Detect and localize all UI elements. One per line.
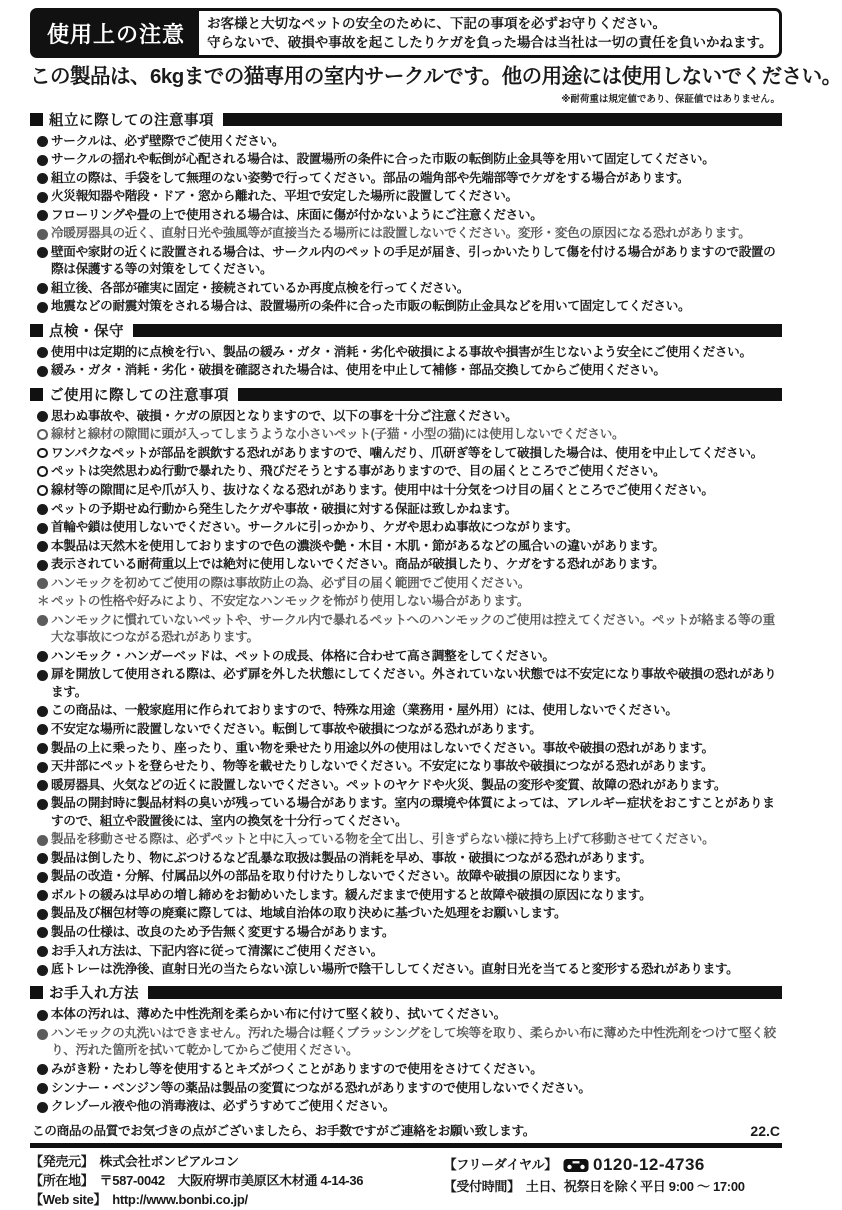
item-text: 冷暖房器具の近く、直射日光や強風等が直接当たる場所には設置しないでください。変形・変色の原因になる恐れがあります。	[51, 226, 751, 241]
list-item	[37, 225, 782, 242]
list-item	[37, 1061, 782, 1078]
bullet-cell	[37, 758, 51, 773]
item-text: 製品及び梱包材等の廃棄に際しては、地域自治体の取り決めに基づいた処理をお願いします。	[51, 906, 567, 921]
section	[30, 384, 782, 979]
footer-contact-column	[444, 1153, 782, 1210]
bullet-icon	[37, 799, 48, 810]
bullet-icon	[37, 366, 48, 377]
item-text: 線材等の隙間に足や爪が入り、抜けなくなる恐れがあります。使用中は十分気をつけ目の届くところでご使用ください。	[51, 483, 714, 498]
bullet-icon	[37, 890, 48, 901]
bullet-icon	[37, 1010, 48, 1021]
bullet-icon	[37, 192, 48, 203]
section-items	[30, 133, 782, 316]
bullet-cell	[37, 170, 51, 185]
footer-label: 【発売元】	[30, 1154, 94, 1170]
list-item	[37, 924, 782, 941]
bullet-icon	[37, 302, 48, 313]
bullet-cell	[37, 482, 51, 496]
bullet-cell	[37, 648, 51, 663]
list-item	[37, 795, 782, 830]
bullet-icon	[37, 136, 48, 147]
list-item	[37, 1006, 782, 1023]
item-text: シンナー・ベンジン等の薬品は製品の変質につながる恐れがありますので使用しないでください。	[51, 1080, 591, 1095]
item-text: 製品を移動させる際は、必ずペットと中に入っている物を全て出し、引きずらない様に持ち上げて移動させてください。	[51, 832, 715, 847]
bullet-icon	[37, 504, 48, 515]
section-header	[30, 982, 782, 1003]
item-text: ボルトの緩みは早めの増し締めをお勧めいたします。緩んだままで使用すると故障や破損の原因になります。	[51, 887, 652, 902]
bullet-icon	[37, 946, 48, 957]
bullet-icon	[37, 210, 48, 221]
sections	[30, 109, 782, 1116]
footer-value: http://www.bonbi.co.jp/	[112, 1192, 248, 1208]
item-text: 暖房器具、火気などの近くに設置しないでください。ペットのヤケドや火災、製品の変形や変質、故障の恐れがあります。	[51, 777, 727, 792]
quality-row	[30, 1120, 782, 1139]
bullet-icon	[37, 872, 48, 883]
list-item	[37, 666, 782, 701]
bullet-cell	[37, 1098, 51, 1113]
bullet-cell	[37, 1025, 51, 1040]
bullet-cell	[37, 445, 51, 459]
list-item	[37, 1080, 782, 1097]
list-item	[37, 280, 782, 297]
item-text: 不安定な場所に設置しないでください。転倒して事故や破損につながる恐れがあります。	[51, 721, 542, 736]
list-item	[37, 831, 782, 848]
list-item	[37, 170, 782, 187]
bullet-cell	[37, 593, 51, 610]
section-square-icon	[30, 388, 43, 401]
item-text: 天井部にペットを登らせたり、物等を載せたりしないでください。不安定になり事故や破損につながる恐れがあります。	[51, 759, 714, 774]
bullet-cell	[37, 207, 51, 222]
item-text: 表示されている耐荷重以上では絶対に使用しないでください。商品が破損したり、ケガをする恐れがあります。	[51, 557, 665, 572]
bullet-cell	[37, 463, 51, 477]
bullet-cell	[37, 1006, 51, 1021]
list-item	[37, 593, 782, 610]
bullet-icon: ＊	[37, 594, 50, 609]
list-item	[37, 740, 782, 757]
freedial-icon	[563, 1158, 589, 1173]
section-items	[30, 408, 782, 979]
list-item	[37, 538, 782, 555]
item-text: みがき粉・たわし等を使用するとキズがつくことがありますので使用をさけてください。	[51, 1061, 543, 1076]
bullet-icon	[37, 762, 48, 773]
item-text: サークルは、必ず壁際でご使用ください。	[51, 133, 285, 148]
item-text: この商品は、一般家庭用に作られておりますので、特殊な用途（業務用・屋外用）には、使用しないでください。	[51, 703, 678, 718]
list-item	[37, 133, 782, 150]
list-item	[37, 575, 782, 592]
bullet-cell	[37, 612, 51, 627]
header-notice-line-1: お客様と大切なペットの安全のために、下記の事項を必ずお守りください。	[207, 15, 667, 31]
section-items	[30, 1006, 782, 1115]
list-item	[37, 850, 782, 867]
section	[30, 320, 782, 380]
footer-row	[30, 1191, 444, 1210]
list-item	[37, 298, 782, 315]
bullet-icon	[37, 523, 48, 534]
list-item	[37, 556, 782, 573]
bullet-icon	[37, 155, 48, 166]
item-text: フローリングや畳の上で使用される場合は、床面に傷が付かないようにご注意ください。	[51, 207, 543, 222]
bullet-cell	[37, 408, 51, 423]
bullet-icon	[37, 448, 48, 459]
bullet-cell	[37, 777, 51, 792]
bullet-icon	[37, 1083, 48, 1094]
item-text: お手入れ方法は、下記内容に従って清潔にご使用ください。	[51, 943, 383, 958]
item-text: サークルの揺れや転倒が心配される場合は、設置場所の条件に合った市販の転倒防止金具等を用いて固定してください。	[51, 152, 715, 167]
footer-company-column	[30, 1153, 444, 1210]
section	[30, 109, 782, 316]
bullet-cell	[37, 133, 51, 148]
bullet-cell	[37, 924, 51, 939]
bullet-icon	[37, 706, 48, 717]
bullet-icon	[37, 651, 48, 662]
item-text: 本製品は天然木を使用しておりますので色の濃淡や艶・木目・木肌・節があるなどの風合いの違いがあります。	[51, 538, 665, 553]
bullet-icon	[37, 485, 48, 496]
bullet-icon	[37, 670, 48, 681]
bullet-icon	[37, 965, 48, 976]
list-item	[37, 905, 782, 922]
section-square-icon	[30, 113, 43, 126]
item-text: 組立後、各部が確実に固定・接続されているか再度点検を行ってください。	[51, 280, 469, 295]
list-item	[37, 1098, 782, 1115]
list-item	[37, 188, 782, 205]
bullet-icon	[37, 173, 48, 184]
item-text: 製品の開封時に製品材料の臭いが残っている場合があります。室内の環境や体質によっては、アレルギー症状をおこすことがありますので、組立や設置後には、室内の換気を十分行ってください。	[51, 796, 775, 828]
bullet-cell	[37, 905, 51, 920]
list-item	[37, 463, 782, 480]
page-title: 使用上の注意	[33, 11, 199, 55]
bullet-cell	[37, 795, 51, 810]
list-item	[37, 362, 782, 379]
footer-value: 株式会社ボンビアルコン	[99, 1154, 239, 1170]
version-code: 22.C	[750, 1123, 780, 1140]
item-text: 製品は倒したり、物にぶつけるなど乱暴な取扱は製品の消耗を早め、事故・破損につながる恐れがあります。	[51, 850, 652, 865]
item-text: 製品の仕様は、改良のため予告無く変更する場合があります。	[51, 924, 395, 939]
header-notice	[199, 11, 780, 55]
item-text: 本体の汚れは、薄めた中性洗剤を柔らかい布に付けて堅く絞り、拭いてください。	[51, 1007, 506, 1022]
bullet-icon	[37, 1029, 48, 1040]
bullet-cell	[37, 501, 51, 516]
bullet-cell	[37, 344, 51, 359]
item-text: 底トレーは洗浄後、直射日光の当たらない涼しい場所で陰干ししてください。直射日光を当てると変形する恐れがあります。	[51, 962, 739, 977]
footer-value: 土日、祝祭日を除く平日 9:00 ～ 17:00	[525, 1179, 745, 1195]
list-item	[37, 1025, 782, 1060]
list-item	[37, 612, 782, 647]
bullet-cell	[37, 426, 51, 440]
item-text: クレゾール液や他の消毒液は、必ずうすめてご使用ください。	[51, 1099, 395, 1114]
footer-label: 【受付時間】	[443, 1179, 520, 1195]
bullet-icon	[37, 927, 48, 938]
bullet-cell	[37, 225, 51, 240]
section-header	[30, 320, 782, 341]
bullet-icon	[37, 429, 48, 440]
bullet-cell	[37, 666, 51, 681]
list-item	[37, 758, 782, 775]
section-items	[30, 344, 782, 380]
item-text: 首輪や鎖は使用しないでください。サークルに引っかかり、ケガや思わぬ事故につながります。	[51, 520, 578, 535]
bullet-cell	[37, 831, 51, 846]
section-title: お手入れ方法	[49, 986, 139, 1003]
header-notice-line-2: 守らないで、破損や事故を起こしたりケガを負った場合は当社は一切の責任を負いかねます。	[207, 34, 773, 50]
item-text: 製品の改造・分解、付属品以外の部品を取り付けたりしないでください。故障や破損の原因になります。	[51, 869, 628, 884]
item-text: ペットの性格や好みにより、不安定なハンモックを怖がり使用しない場合があります。	[51, 594, 530, 609]
bullet-icon	[37, 1102, 48, 1113]
item-text: ペットの予期せぬ行動から発生したケガや事故・破損に対する保証は致しかねます。	[51, 501, 517, 516]
list-item	[37, 721, 782, 738]
bullet-cell	[37, 362, 51, 377]
bullet-cell	[37, 721, 51, 736]
footer	[30, 1143, 782, 1210]
bullet-cell	[37, 961, 51, 976]
section-title: ご使用に際しての注意事項	[49, 387, 229, 404]
section-bar	[238, 388, 782, 401]
bullet-icon	[37, 835, 48, 846]
item-text: ワンパクなペットが部品を誤飲する恐れがありますので、噛んだり、爪研ぎ等をして破損した場合は、使用を中止してください。	[51, 445, 763, 460]
footer-row	[444, 1153, 782, 1178]
product-statement: この製品は、6kgまでの猫専用の室内サークルです。他の用途には使用しないでください。	[30, 65, 842, 88]
list-item	[37, 244, 782, 279]
footer-label: 【フリーダイヤル】	[443, 1157, 557, 1173]
bullet-cell	[37, 556, 51, 571]
load-disclaimer: ※耐荷重は規定値であり、保証値ではありません。	[561, 93, 780, 105]
footer-label: 【Web site】	[30, 1192, 107, 1208]
footer-value: 〒587-0042 大阪府堺市美原区木材通 4-14-36	[99, 1173, 364, 1189]
bullet-cell	[37, 1080, 51, 1095]
item-text: ハンモックを初めてご使用の際は事故防止の為、必ず目の届く範囲でご使用ください。	[51, 575, 531, 590]
footer-row	[30, 1153, 444, 1172]
bullet-icon	[37, 724, 48, 735]
bullet-cell	[37, 887, 51, 902]
section-square-icon	[30, 324, 43, 337]
item-text: 壁面や家財の近くに設置される場合は、サークル内のペットの手足が届き、引っかいたりして傷を付ける場合がありますので設置の際は保護する等の対策をしてください。	[51, 244, 776, 277]
section-bar	[223, 113, 782, 126]
list-item	[37, 519, 782, 536]
bullet-icon	[37, 743, 48, 754]
item-text: ハンモックに慣れていないペットや、サークル内で暴れるペットへのハンモックのご使用は控えてください。ペットが絡まる等の重大な事故につながる恐れがあります。	[51, 612, 775, 645]
footer-row	[30, 1172, 444, 1191]
section-title: 点検・保守	[49, 323, 124, 340]
bullet-cell	[37, 575, 51, 590]
section-header	[30, 109, 782, 130]
bullet-icon	[37, 853, 48, 864]
bullet-icon	[37, 780, 48, 791]
list-item	[37, 961, 782, 978]
bullet-cell	[37, 280, 51, 295]
section	[30, 982, 782, 1115]
bullet-icon	[37, 247, 48, 258]
footer-value: 0120-12-4736	[592, 1155, 705, 1175]
list-item	[37, 482, 782, 499]
bullet-icon	[37, 283, 48, 294]
section-bar	[133, 324, 782, 337]
bullet-icon	[37, 615, 48, 626]
list-item	[37, 151, 782, 168]
bullet-cell	[37, 702, 51, 717]
bullet-cell	[37, 151, 51, 166]
item-text: 扉を開放して使用される際は、必ず扉を外した状態にしてください。外されていない状態では不安定になり事故や破損の恐れがあります。	[51, 667, 777, 699]
bullet-icon	[37, 466, 48, 477]
footer-row	[444, 1178, 782, 1197]
item-text: ハンモック・ハンガーベッドは、ペットの成長、体格に合わせて高さ調整をしてください。	[51, 648, 555, 663]
item-text: 組立の際は、手袋をして無理のない姿勢で行ってください。部品の端角部や先端部等でケガをする場合があります。	[51, 170, 690, 185]
bullet-cell	[37, 850, 51, 865]
bullet-icon	[37, 541, 48, 552]
bullet-cell	[37, 868, 51, 883]
bullet-cell	[37, 1061, 51, 1076]
item-text: 緩み・ガタ・消耗・劣化・破損を確認された場合は、使用を中止して補修・部品交換してからご使用ください。	[51, 363, 666, 378]
bullet-icon	[37, 1064, 48, 1075]
list-item	[37, 408, 782, 425]
list-item	[37, 648, 782, 665]
bullet-cell	[37, 244, 51, 259]
header	[30, 8, 782, 58]
list-item	[37, 344, 782, 361]
bullet-icon	[37, 578, 48, 589]
bullet-cell	[37, 519, 51, 534]
list-item	[37, 501, 782, 518]
bullet-cell	[37, 740, 51, 755]
item-text: ハンモックの丸洗いはできません。汚れた場合は軽くブラッシングをして埃等を取り、柔らかい布に薄めた中性洗剤をつけて堅く絞り、汚れた箇所を拭いて乾かしてからご使用ください。	[51, 1026, 776, 1058]
bullet-cell	[37, 188, 51, 203]
item-text: ペットは突然思わぬ行動で暴れたり、飛びだそうとする事がありますので、目の届くところでご使用ください。	[51, 464, 666, 479]
bullet-cell	[37, 943, 51, 958]
list-item	[37, 868, 782, 885]
list-item	[37, 943, 782, 960]
bullet-cell	[37, 538, 51, 553]
item-text: 思わぬ事故や、破損・ケガの原因となりますので、以下の事を十分ご注意ください。	[51, 408, 518, 423]
section-title: 組立に際しての注意事項	[49, 112, 214, 129]
bullet-icon	[37, 560, 48, 571]
section-header	[30, 384, 782, 405]
list-item	[37, 445, 782, 462]
item-text: 線材と線材の隙間に頭が入ってしまうような小さいペット(子猫・小型の猫)には使用しないでください。	[51, 427, 625, 442]
item-text: 地震などの耐震対策をされる場合は、設置場所の条件に合った市販の転倒防止金具などを用いて固定してください。	[51, 299, 691, 314]
bullet-icon	[37, 229, 48, 240]
quality-note: この商品の品質でお気づきの点がございましたら、お手数ですがご連絡をお願い致します。	[32, 1124, 536, 1139]
list-item	[37, 207, 782, 224]
bullet-icon	[37, 411, 48, 422]
bullet-icon	[37, 347, 48, 358]
section-bar	[148, 986, 782, 999]
footer-label: 【所在地】	[30, 1173, 94, 1189]
item-text: 火災報知器や階段・ドア・窓から離れた、平坦で安定した場所に設置してください。	[51, 189, 518, 204]
section-square-icon	[30, 986, 43, 999]
list-item	[37, 887, 782, 904]
item-text: 使用中は定期的に点検を行い、製品の緩み・ガタ・消耗・劣化や破損による事故や損害が生じないよう安全にご使用ください。	[51, 344, 752, 359]
list-item	[37, 777, 782, 794]
list-item	[37, 426, 782, 443]
list-item	[37, 702, 782, 719]
item-text: 製品の上に乗ったり、座ったり、重い物を乗せたり用途以外の使用はしないでください。事故や破損の恐れがあります。	[51, 740, 714, 755]
bullet-icon	[37, 909, 48, 920]
bullet-cell	[37, 298, 51, 313]
